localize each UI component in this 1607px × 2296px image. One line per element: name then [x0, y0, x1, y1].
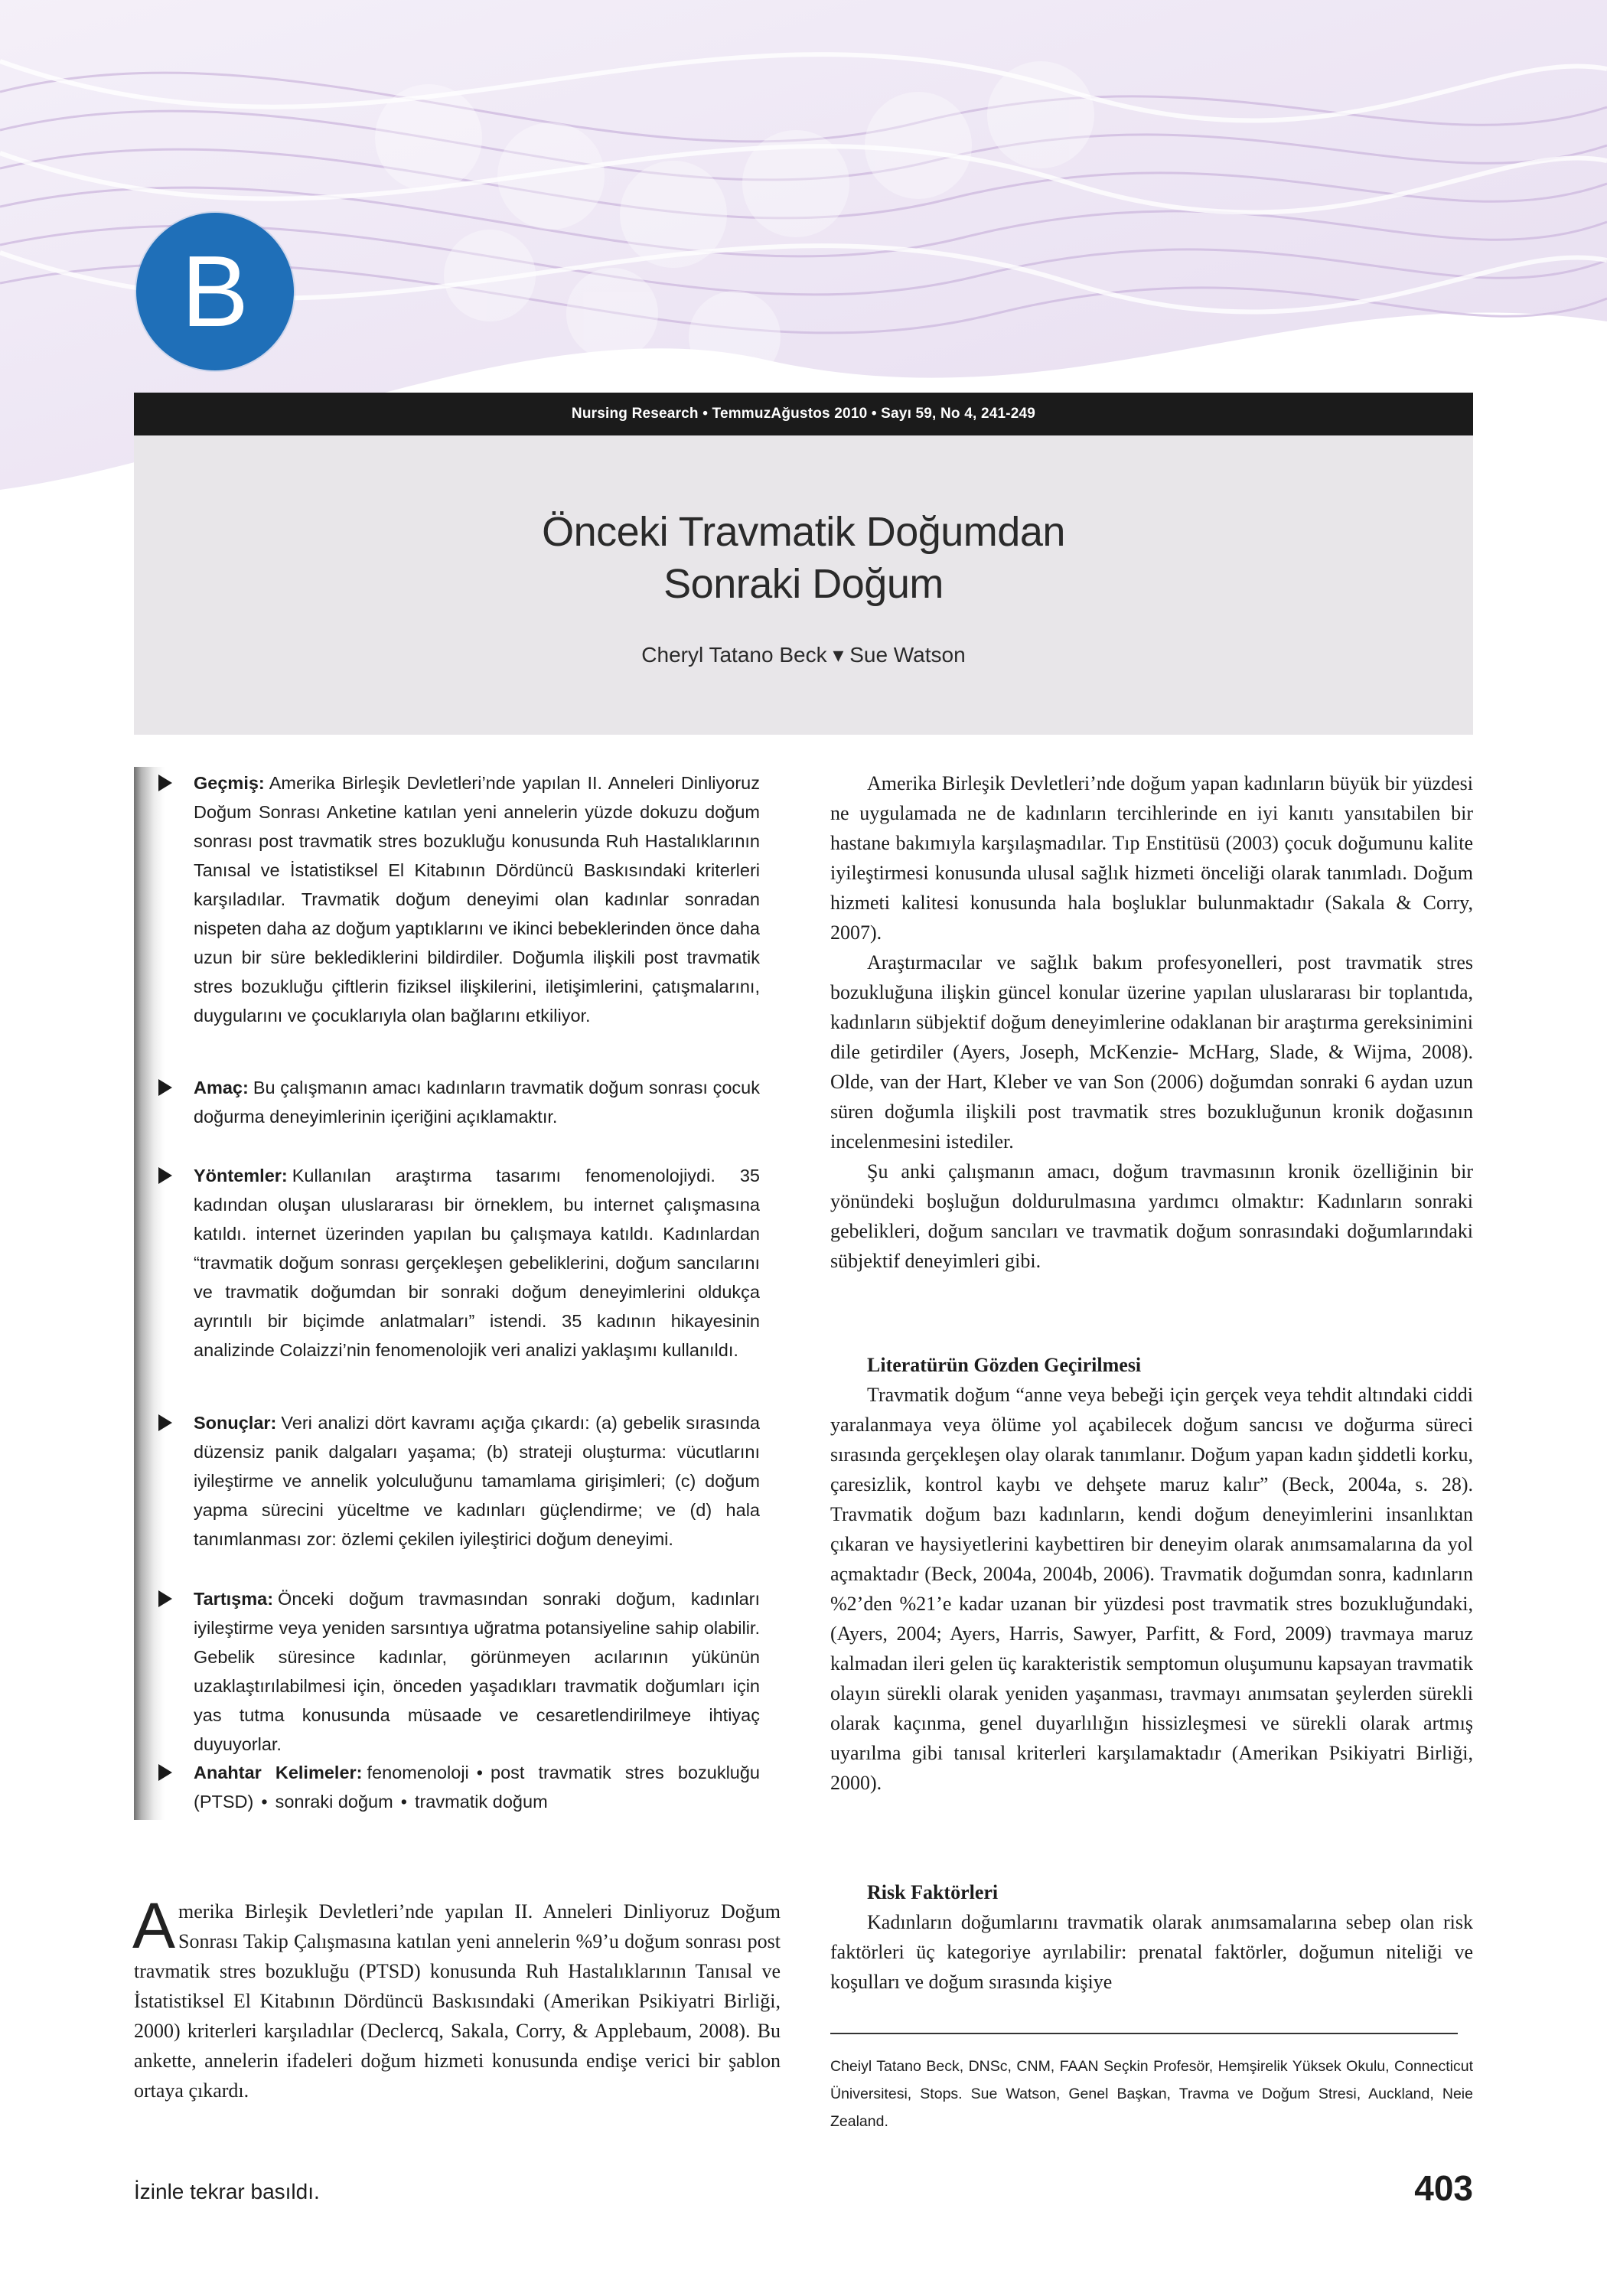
right-column-body: [830, 768, 1473, 1276]
abstract-label: Yöntemler:: [194, 1166, 288, 1186]
abstract: [134, 767, 792, 1820]
intro-paragraph: [132, 1890, 781, 2105]
triangle-bullet-icon: [158, 1590, 172, 1607]
abstract-text: Kullanılan araştırma tasarımı fenomenolojiydi. 35 kadından oluşan uluslararası bir örneklem, bu internet çalışmasına katıldı. internet üzerinden yapılan bu çalışmaya katıldı. Kadınlardan “travmatik doğum sonrası gerçekleşen gebeliklerini, doğum sancılarını ve travmatik doğumdan bir sonraki doğum deneyimlerini oldukça ayrıntılı bir biçimde anlatmaları” istendi. 35 kadının hikayesinin analizinde Colaizzi’nin fenomenolojik veri analizi yaklaşımı kullanıldı.: [194, 1166, 760, 1360]
article-authors: Cheryl Tatano Beck ▾ Sue Watson: [641, 643, 966, 667]
keyword: fenomenoloji: [367, 1763, 469, 1782]
abstract-label: Anahtar Kelimeler:: [194, 1763, 363, 1782]
section-heading: Literatürün Gözden Geçirilmesi: [867, 1354, 1142, 1376]
keyword-separator: •: [476, 1763, 483, 1782]
literature-review-section: [830, 1350, 1473, 1798]
triangle-bullet-icon: [158, 1414, 172, 1431]
drop-cap: A: [132, 1890, 176, 1962]
article-title: [542, 506, 1065, 610]
body-paragraph: Şu anki çalışmanın amacı, doğum travmasının kronik özelliğinin bir yönündeki boşluğun doldurulmasına yardımcı olmaktır: Kadınların sonraki gebelikleri, doğum sancıları ve travmatik doğum sonrasındaki doğumlarındaki sübjektif deneyimleri gibi.: [830, 1160, 1473, 1272]
journal-citation-bar: [134, 393, 1473, 435]
intro-text: merika Birleşik Devletleri’nde yapılan II. Anneleri Dinliyoruz Doğum Sonrası Takip Çalışmasına katılan yeni annelerin %9’u doğum sonrası post travmatik stres bozukluğu (PTSD) konusunda Ruh Hastalıklarının Tanısal ve İstatistiksel El Kitabının Dördüncü Baskısındaki (Amerikan Psikiyatri Birliği, 2000) kriterleri karşıladılar (Declercq, Sakala, Corry, & Applebaum, 2008). Bu ankette, annelerin ifadeleri doğum hizmeti konusunda endişe verici bir şablon ortaya çıkardı.: [134, 1900, 781, 2102]
abstract-label: Geçmiş:: [194, 773, 265, 793]
title-box: [134, 435, 1473, 735]
abstract-text: Önceki doğum travmasından sonraki doğum, kadınları iyileştirme veya yeniden sarsıntıya uğratma potansiyeline sahip olabilir. Gebelik süresince kadınlar, görünmeyen acılarının yükünün uzaklaştırılabilmesi için, önceden yaşadıkları travmatik doğumları için yas tutma konusunda müsaade ve cesaretlendirilmeye ihtiyaç duyuyorlar.: [194, 1589, 760, 1754]
keyword: sonraki doğum: [275, 1792, 393, 1812]
section-heading: Risk Faktörleri: [867, 1881, 999, 1903]
section-badge: [136, 213, 294, 370]
abstract-text: Bu çalışmanın amacı kadınların travmatik doğum sonrası çocuk doğurma deneyimlerinin içeriğini açıklamaktır.: [194, 1078, 760, 1127]
triangle-bullet-icon: [158, 1079, 172, 1096]
author-affiliation-footnote: Cheiyl Tatano Beck, DNSc, CNM, FAAN Seçkin Profesör, Hemşirelik Yüksek Okulu, Connecticut Üniversitesi, Stops. Sue Watson, Genel Başkan, Travma ve Doğum Stresi, Auckland, Neie Zealand.: [830, 2058, 1473, 2130]
triangle-bullet-icon: [158, 1764, 172, 1781]
triangle-bullet-icon: [158, 1167, 172, 1184]
triangle-bullet-icon: [158, 775, 172, 791]
article-title-line-2: Sonraki Doğum: [663, 561, 944, 607]
body-paragraph: Araştırmacılar ve sağlık bakım profesyonelleri, post travmatik stres bozukluğuna ilişkin güncel konular üzerine yapılan uluslararası bir toplantıda, kadınların sübjektif doğum deneyimlerine odaklanan bir araştırma gereksinimini dile getirdiler (Ayers, Joseph, McKenzie- McHarg, Slade, & Wijma, 2008). Olde, van der Hart, Kleber ve van Son (2006) doğumdan sonraki 6 aydan uzun süren doğumla ilişkili post travmatik stres bozukluğunun kronik doğasının incelenmesini istediler.: [830, 951, 1473, 1153]
abstract-label: Amaç:: [194, 1078, 249, 1097]
body-paragraph: Travmatik doğum “anne veya bebeği için gerçek veya tehdit altındaki ciddi yaralanmaya veya ölüme yol açabilecek doğum sancısı ve doğurma süreci sırasında gerçekleşen olay olarak tanımlanır. Doğum yapan kadın şiddetli korku, çaresizlik, kontrol kaybı ve dehşete maruz kalır” (Beck, 2004a, s. 28). Travmatik doğum bazı kadınların, kendi doğum deneyimlerini insanlıktan çıkaran ve haysiyetlerini kaybettiren bir deneyim olarak anımsamalarına da yol açmaktadır (Beck, 2004a, 2004b, 2006). Travmatik doğumdan sonra, kadınların %2’den %21’e kadar uzanan bir yüzdesi post travmatik stres bozukluğundaki, (Ayers, 2004; Ayers, Harris, Sawyer, Parfitt, & Ford, 2009) travmaya maruz kalmadan ileri gelen üç karakteristik semptomun oluşumunu kapsayan travmatik olayın sürekli olarak yeniden yaşanması, travmayı anımsatan şeylerden sürekli olarak kaçınma, genel duyarlılığın hissizleşmesi ve sürekli olarak artmış uyarılma gibi tanısal kriterleri karşılamaktadır (Amerikan Psikiyatri Birliği, 2000).: [830, 1384, 1473, 1794]
keyword: post travmatik stres bozukluğu (PTSD): [194, 1763, 761, 1812]
risk-factors-section: [830, 1877, 1473, 1997]
footnote-divider: [830, 2033, 1458, 2034]
keyword: travmatik doğum: [414, 1792, 548, 1812]
body-paragraph: Amerika Birleşik Devletleri’nde doğum yapan kadınların büyük bir yüzdesi ne uygulamada ne de kadınların tercihlerinde en iyi kanıtı yansıtabilen bir hastane bakımıyla karşılaşmadılar. Tıp Enstitüsü (2003) çocuk doğumunu kalite iyileştirmesi konusunda ulusal sağlık hizmeti önceliği olarak tanımladı. Doğum hizmeti kalitesi konusunda hala boşluklar bulunmaktadır (Sakala & Corry, 2007).: [830, 772, 1473, 944]
reprint-note: İzinle tekrar basıldı.: [134, 2180, 320, 2203]
keyword-separator: •: [261, 1792, 268, 1812]
body-paragraph: Kadınların doğumlarını travmatik olarak anımsamalarına sebep olan risk faktörleri üç kategoriye ayrılabilir: prenatal faktörler, doğumun niteliği ve koşulları ve doğum sırasında kişiye: [830, 1911, 1473, 1993]
section-badge-letter: B: [181, 235, 249, 347]
journal-citation: Nursing Research • TemmuzAğustos 2010 • Sayı 59, No 4, 241-249: [571, 406, 1036, 422]
abstract-text: Amerika Birleşik Devletleri’nde yapılan II. Anneleri Dinliyoruz Doğum Sonrası Anketine katılan yeni annelerin yüzde dokuzu doğum sonrası post travmatik stres bozukluğu konusunda Ruh Hastalıklarının Tanısal ve İstatistiksel El Kitabının Dördüncü Baskısındaki kriterleri karşıladılar. Travmatik doğum deneyimi olan kadınlar sonradan nispeten daha az doğum yaptıklarını ve ikinci bebeklerinden önce daha uzun bir süre beklediklerini bildirdiler. Doğumla ilişkili post travmatik stres bozukluğu çiftlerin fiziksel ilişkilerini, iletişimlerini, çatışmalarını, duygularını ve çocuklarıyla olan bağlarını etkiliyor.: [194, 773, 760, 1026]
abstract-label: Sonuçlar:: [194, 1413, 277, 1433]
keyword-separator: •: [400, 1792, 407, 1812]
abstract-text: Veri analizi dört kavramı açığa çıkardı: (a) gebelik sırasında düzensiz panik dalgaları yaşama; (b) strateji oluşturma: vücutlarını iyileştirme ve annelik yolculuğunu tamamlama girişimleri; (c) doğum yapma sürecini yüceltme ve kadınları güçlendirme; ve (d) hala tanımlanması zor: özlemi çekilen iyileştirici doğum deneyimi.: [194, 1413, 760, 1549]
page-number: 403: [1414, 2168, 1473, 2208]
article-title-line-1: Önceki Travmatik Doğumdan: [542, 509, 1065, 555]
abstract-label: Tartışma:: [194, 1589, 274, 1609]
